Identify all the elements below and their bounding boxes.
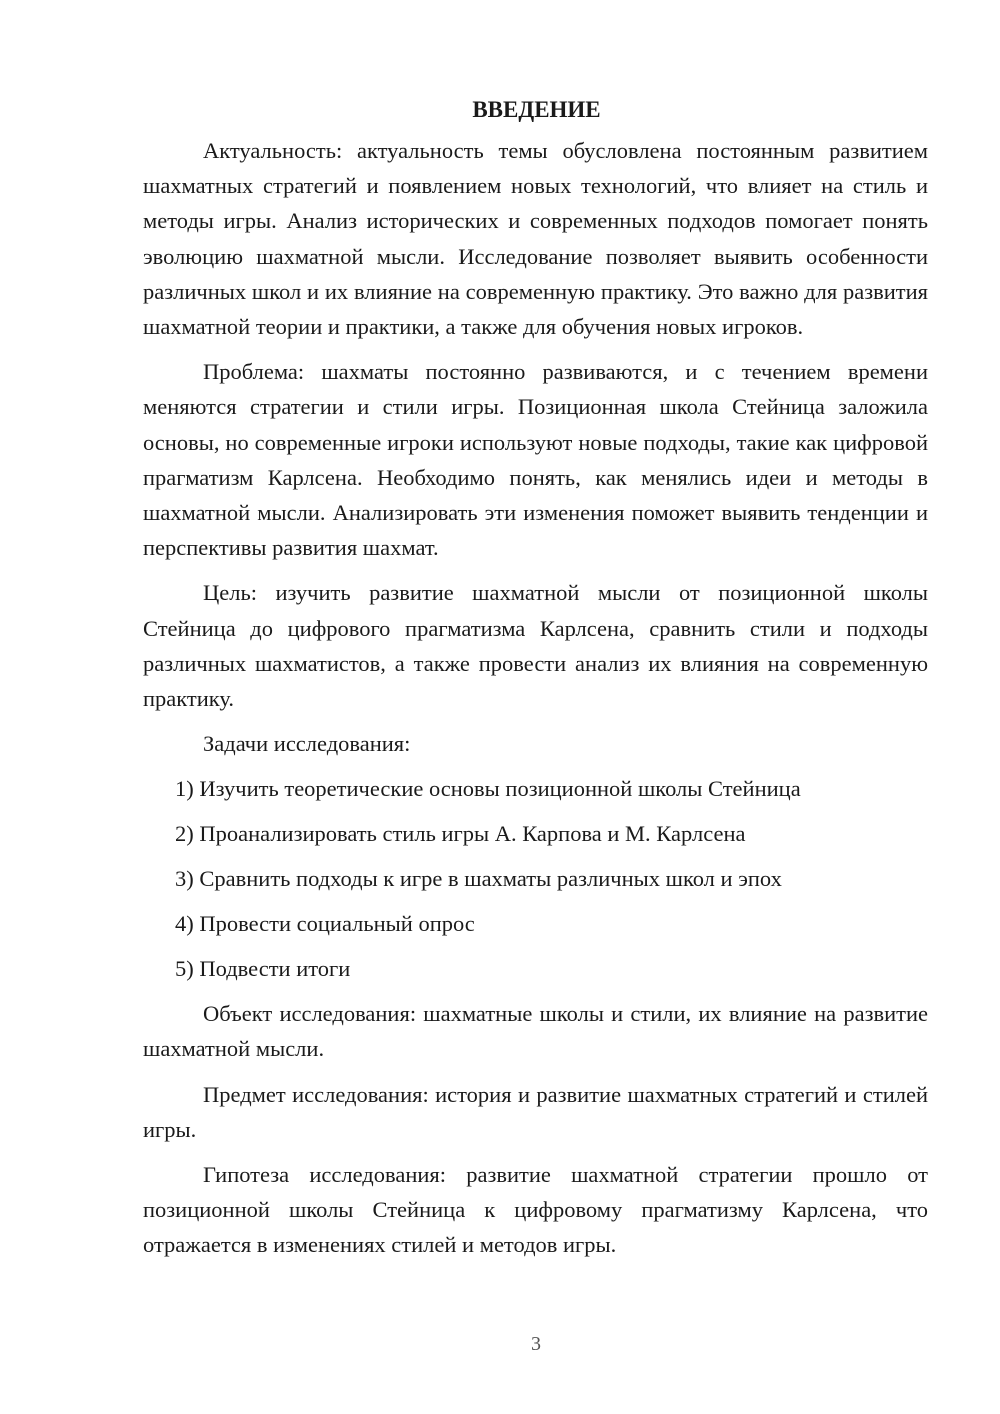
paragraph-subject: Предмет исследования: история и развитие шахматных стратегий и стилей игры. xyxy=(143,1081,928,1142)
paragraph-problem: Проблема: шахматы постоянно развиваются, и с течением времени меняются стратегии и стили игры. Позиционная школа Стейница заложила основы, но современные игроки используют новые подходы, такие как цифровой прагматизм Карлсена. Необходимо понять, как менялись идеи и методы в шахматной мысли. Анализировать эти изменения поможет выявить тенденции и перспективы развития шахмат. xyxy=(143,359,928,561)
task-item: 4) Провести социальный опрос xyxy=(175,911,475,937)
task-item: 1) Изучить теоретические основы позиционной школы Стейница xyxy=(175,776,801,802)
task-list xyxy=(143,771,928,986)
paragraph-goal: Цель: изучить развитие шахматной мысли от позиционной школы Стейница до цифрового прагматизма Карлсена, сравнить стили и подходы различных шахматистов, а также провести анализ их влияния на современную практику. xyxy=(143,580,928,712)
tasks-heading: Задачи исследования: xyxy=(203,731,411,757)
page-number: 3 xyxy=(531,1333,541,1355)
document-page xyxy=(143,92,928,1273)
page-title: ВВЕДЕНИЕ xyxy=(472,97,601,122)
task-item: 3) Сравнить подходы к игре в шахматы различных школ и эпох xyxy=(175,866,782,892)
paragraph-hypothesis: Гипотеза исследования: развитие шахматной стратегии прошло от позиционной школы Стейница к цифровому прагматизму Карлсена, что отражается в изменениях стилей и методов игры. xyxy=(143,1162,928,1258)
paragraph-object: Объект исследования: шахматные школы и стили, их влияние на развитие шахматной мысли. xyxy=(143,1001,928,1062)
task-item: 2) Проанализировать стиль игры А. Карпова и М. Карлсена xyxy=(175,821,746,847)
paragraph-relevance: Актуальность: актуальность темы обусловлена постоянным развитием шахматных стратегий и появлением новых технологий, что влияет на стиль и методы игры. Анализ исторических и современных подходов помогает понять эволюцию шахматной мысли. Исследование позволяет выявить особенности различных школ и их влияние на современную практику. Это важно для развития шахматной теории и практики, а также для обучения новых игроков. xyxy=(143,138,928,340)
task-item: 5) Подвести итоги xyxy=(175,956,351,982)
